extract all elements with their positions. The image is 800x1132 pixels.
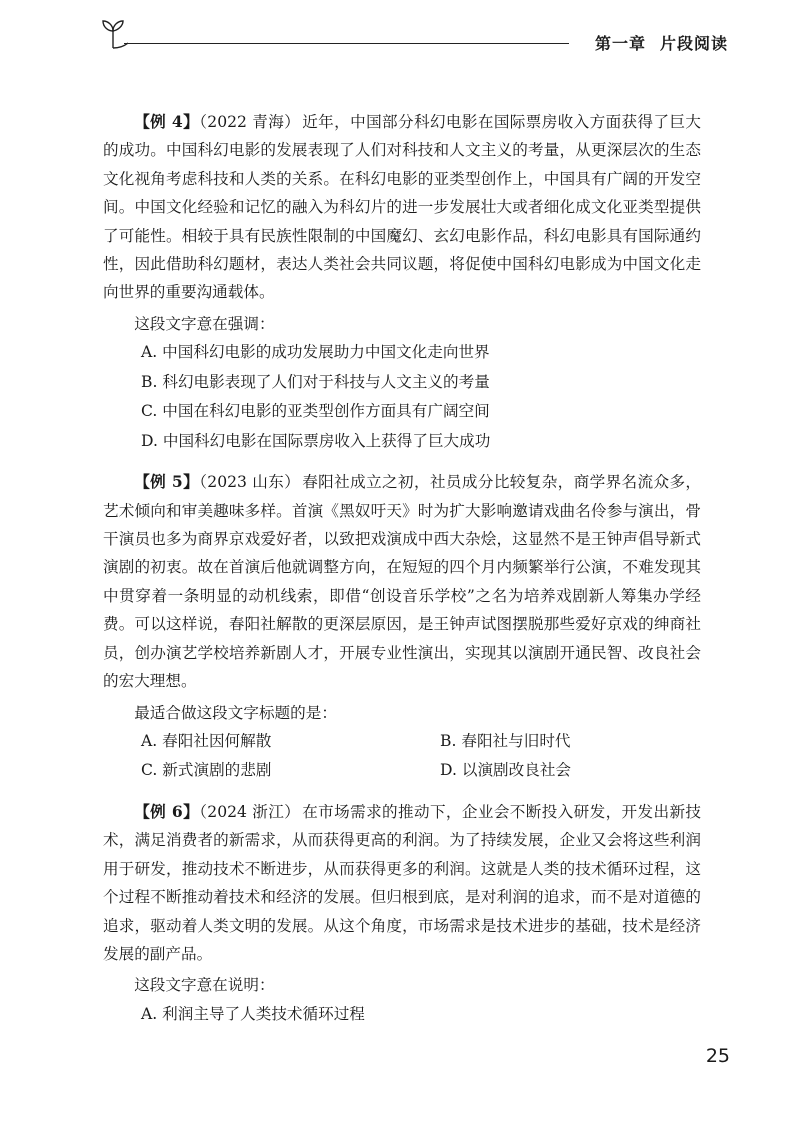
example-5	[103, 468, 701, 786]
page-body	[103, 108, 701, 1029]
example-6	[103, 798, 701, 1029]
section-title: 片段阅读	[659, 34, 728, 53]
example-tag: 【例 4】	[134, 112, 200, 131]
question-prompt: 最适合做这段文字标题的是：	[134, 703, 337, 722]
option-list	[103, 1000, 701, 1030]
passage-text: 在市场需求的推动下，企业会不断投入研发，开发出新技术，满足消费者的新需求，从而获得更高的利润。为了持续发展，企业又会将这些利润用于研发，推动技术不断进步，从而获得更多的利润。这就是人类的技术循环过程，这个过程不断推动着技术和经济的发展。但归根到底，是对利润的追求，而不是对道德的追求，驱动着人类文明的发展。从这个角度，市场需求是技术进步的基础，技术是经济发展的副产品。	[103, 802, 702, 963]
passage-text: 近年，中国部分科幻电影在国际票房收入方面获得了巨大的成功。中国科幻电影的发展表现了人们对科技和人文主义的考量，从更深层次的生态文化视角考虑科技和人类的关系。在科幻电影的亚类型创作上，中国具有广阔的开发空间。中国文化经验和记忆的融入为科幻片的进一步发展壮大或者细化成文化亚类型提供了可能性。相较于具有民族性限制的中国魔幻、玄幻电影作品，科幻电影具有国际通约性，因此借助科幻题材，表达人类社会共同议题，将促使中国科幻电影成为中国文化走向世界的重要沟通载体。	[103, 113, 702, 302]
chapter-number: 第一章	[594, 34, 646, 53]
example-source: （2024 浙江）	[199, 802, 301, 821]
sprout-icon	[98, 18, 128, 54]
option-a: A. 利润主导了人类技术循环过程	[141, 1004, 365, 1023]
example-source: （2023 山东）	[199, 473, 301, 492]
option-list	[103, 727, 701, 786]
option-b: B. 科幻电影表现了人们对于科技与人文主义的考量	[141, 372, 490, 391]
example-4	[103, 108, 701, 456]
option-c: C. 新式演剧的悲剧	[141, 761, 272, 780]
option-d: D. 中国科幻电影在国际票房收入上获得了巨大成功	[141, 431, 491, 450]
passage	[103, 108, 701, 307]
passage-text: 春阳社成立之初，社员成分比较复杂，商学界名流众多，艺术倾向和审美趣味多样。首演《黑奴吁天》时为扩大影响邀请戏曲名伶参与演出，骨干演员也多为商界京戏爱好者，以致把戏演成中西大杂烩，这显然不是王钟声倡导新式演剧的初衷。故在首演后他就调整方向，在短短的四个月内频繁举行公演，不难发现其中贯穿着一条明显的动机线索，即借“创设音乐学校”之名为培养戏剧新人筹集办学经费。可以这样说，春阳社解散的更深层原因，是王钟声试图摆脱那些爱好京戏的绅商社员，创办演艺学校培养新剧人才，开展专业性演出，实现其以演剧开通民智、改良社会的宏大理想。	[103, 473, 702, 691]
option-b: B. 春阳社与旧时代	[440, 731, 571, 750]
passage	[103, 798, 701, 968]
header-rule	[124, 43, 569, 44]
option-d: D. 以演剧改良社会	[440, 761, 572, 780]
example-tag: 【例 5】	[134, 472, 200, 492]
option-list	[103, 338, 701, 456]
option-a: A. 春阳社因何解散	[141, 731, 272, 750]
chapter-title	[595, 31, 728, 54]
page-number: 25	[705, 1045, 730, 1067]
option-c: C. 中国在科幻电影的亚类型创作方面具有广阔空间	[141, 402, 490, 421]
option-a: A. 中国科幻电影的成功发展助力中国文化走向世界	[141, 343, 490, 362]
example-tag: 【例 6】	[134, 801, 200, 821]
page-header	[0, 0, 800, 60]
question-prompt: 这段文字意在强调：	[134, 314, 275, 333]
question-prompt: 这段文字意在说明：	[134, 976, 275, 995]
passage	[103, 468, 701, 695]
example-source: （2022 青海）	[199, 113, 301, 131]
